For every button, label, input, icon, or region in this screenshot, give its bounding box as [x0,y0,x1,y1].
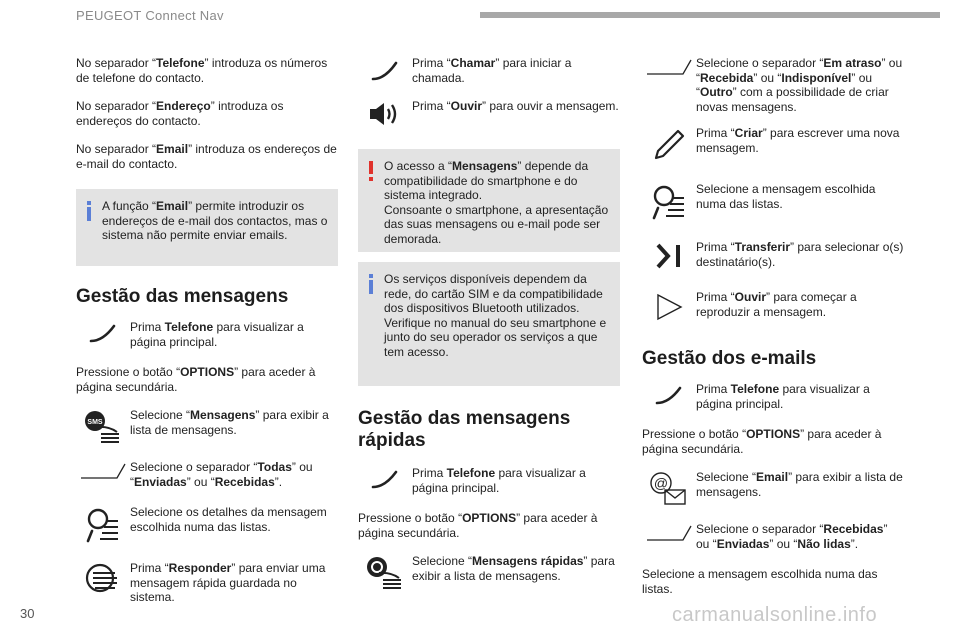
step-phone: Prima Telefone para visualizar a página principal. [642,382,904,411]
heading-quick-messages: Gestão das mensagens rápidas [358,408,571,451]
step-tab-select: Selecione o separador “Todas” ou “Enviadas” ou “Recebidas”. [76,460,338,489]
step-reply: Prima “Responder” para enviar uma mensagem rápida guardada no sistema. [76,561,338,605]
step-tab-select: Selecione o separador “Em atraso” ou “Recebida” ou “Indisponível” ou “Outro” com a possibilidade de criar novas mensagens. [642,56,904,114]
heading-email-management: Gestão dos e-mails [642,348,817,369]
paragraph-options: Pressione o botão “OPTIONS” para aceder à página secundária. [642,427,882,456]
heading-message-management: Gestão das mensagens [76,286,289,307]
paragraph-options: Pressione o botão “OPTIONS” para aceder à página secundária. [76,365,316,394]
phone-handset-icon [370,468,400,490]
watermark: carmanualsonline.info [672,604,878,626]
page-number: 30 [20,606,35,621]
reply-list-icon [85,563,121,593]
column-2 [358,56,620,606]
transfer-icon [654,242,684,270]
email-list-icon [649,472,689,506]
step-listen: Prima “Ouvir” para ouvir a mensagem. [358,99,620,127]
sms-list-icon [83,410,123,444]
step-call: Prima “Chamar” para iniciar a chamada. [358,56,620,85]
warning-icon [366,161,376,181]
details-list-icon [650,184,688,222]
info-box-services: Os serviços disponíveis dependem da rede, do cartão SIM e da compatibilidade dos dispositivos Bluetooth utilizados. Verifique no manual do seu smartphone e junto do seu operador os serviços a que tem acesso. [358,262,620,386]
paragraph-address-tab: No separador “Endereço” introduza os endereços do contacto. [76,99,284,128]
header-bar [480,12,940,18]
tab-icon [645,58,693,76]
tab-icon [79,462,127,480]
step-phone: Prima Telefone para visualizar a página principal. [76,320,338,349]
step-details: Selecione os detalhes da mensagem escolhida numa das listas. [76,505,338,545]
step-messages: SMS Selecione “Mensagens” para exibir a lista de mensagens. [76,408,338,444]
paragraph-options: Pressione o botão “OPTIONS” para aceder à página secundária. [358,511,598,540]
step-email-tab-select: Selecione o separador “Recebidas” ou “Enviadas” ou “Não lidas”. [642,522,904,551]
step-phone: Prima Telefone para visualizar a página principal. [358,466,620,495]
step-transfer: Prima “Transferir” para selecionar o(s) destinatário(s). [642,240,904,270]
info-box-email: A função “Email” permite introduzir os endereços de e-mail dos contactos, mas o sistema não permite enviar emails. [76,189,338,266]
info-icon [366,274,376,294]
phone-handset-icon [88,322,118,344]
phone-handset-icon [654,384,684,406]
step-email: @ Selecione “Email” para exibir a lista de mensagens. [642,470,904,506]
step-play: Prima “Ouvir” para começar a reproduzir a mensagem. [642,290,904,322]
column-3 [642,56,904,610]
column-1 [76,56,338,621]
pencil-icon [652,128,686,162]
tab-icon [645,524,693,542]
info-icon [84,201,94,221]
running-header: PEUGEOT Connect Nav [76,8,224,23]
svg-text:SMS: SMS [87,419,103,426]
paragraph-phone-tab: No separador “Telefone” introduza os números de telefone do contacto. [76,56,328,85]
paragraph-select-email: Selecione a mensagem escolhida numa das listas. [642,567,878,596]
quick-message-list-icon [365,556,405,590]
warning-box-messages: O acesso a “Mensagens” depende da compatibilidade do smartphone e do sistema integrado. Consoante o smartphone, a apresentação das suas mensagens ou e-mail pode ser demorada. [358,149,620,252]
svg-text:@: @ [653,475,669,491]
details-list-icon [84,507,122,545]
paragraph-email-tab: No separador “Email” introduza os endereços de e-mail do contacto. [76,142,337,171]
step-create: Prima “Criar” para escrever uma nova mensagem. [642,126,904,162]
speaker-icon [368,101,402,127]
call-icon [370,58,400,82]
step-quick-messages: Selecione “Mensagens rápidas” para exibir a lista de mensagens. [358,554,620,590]
step-select-message: Selecione a mensagem escolhida numa das listas. [642,182,904,222]
play-icon [654,292,684,322]
